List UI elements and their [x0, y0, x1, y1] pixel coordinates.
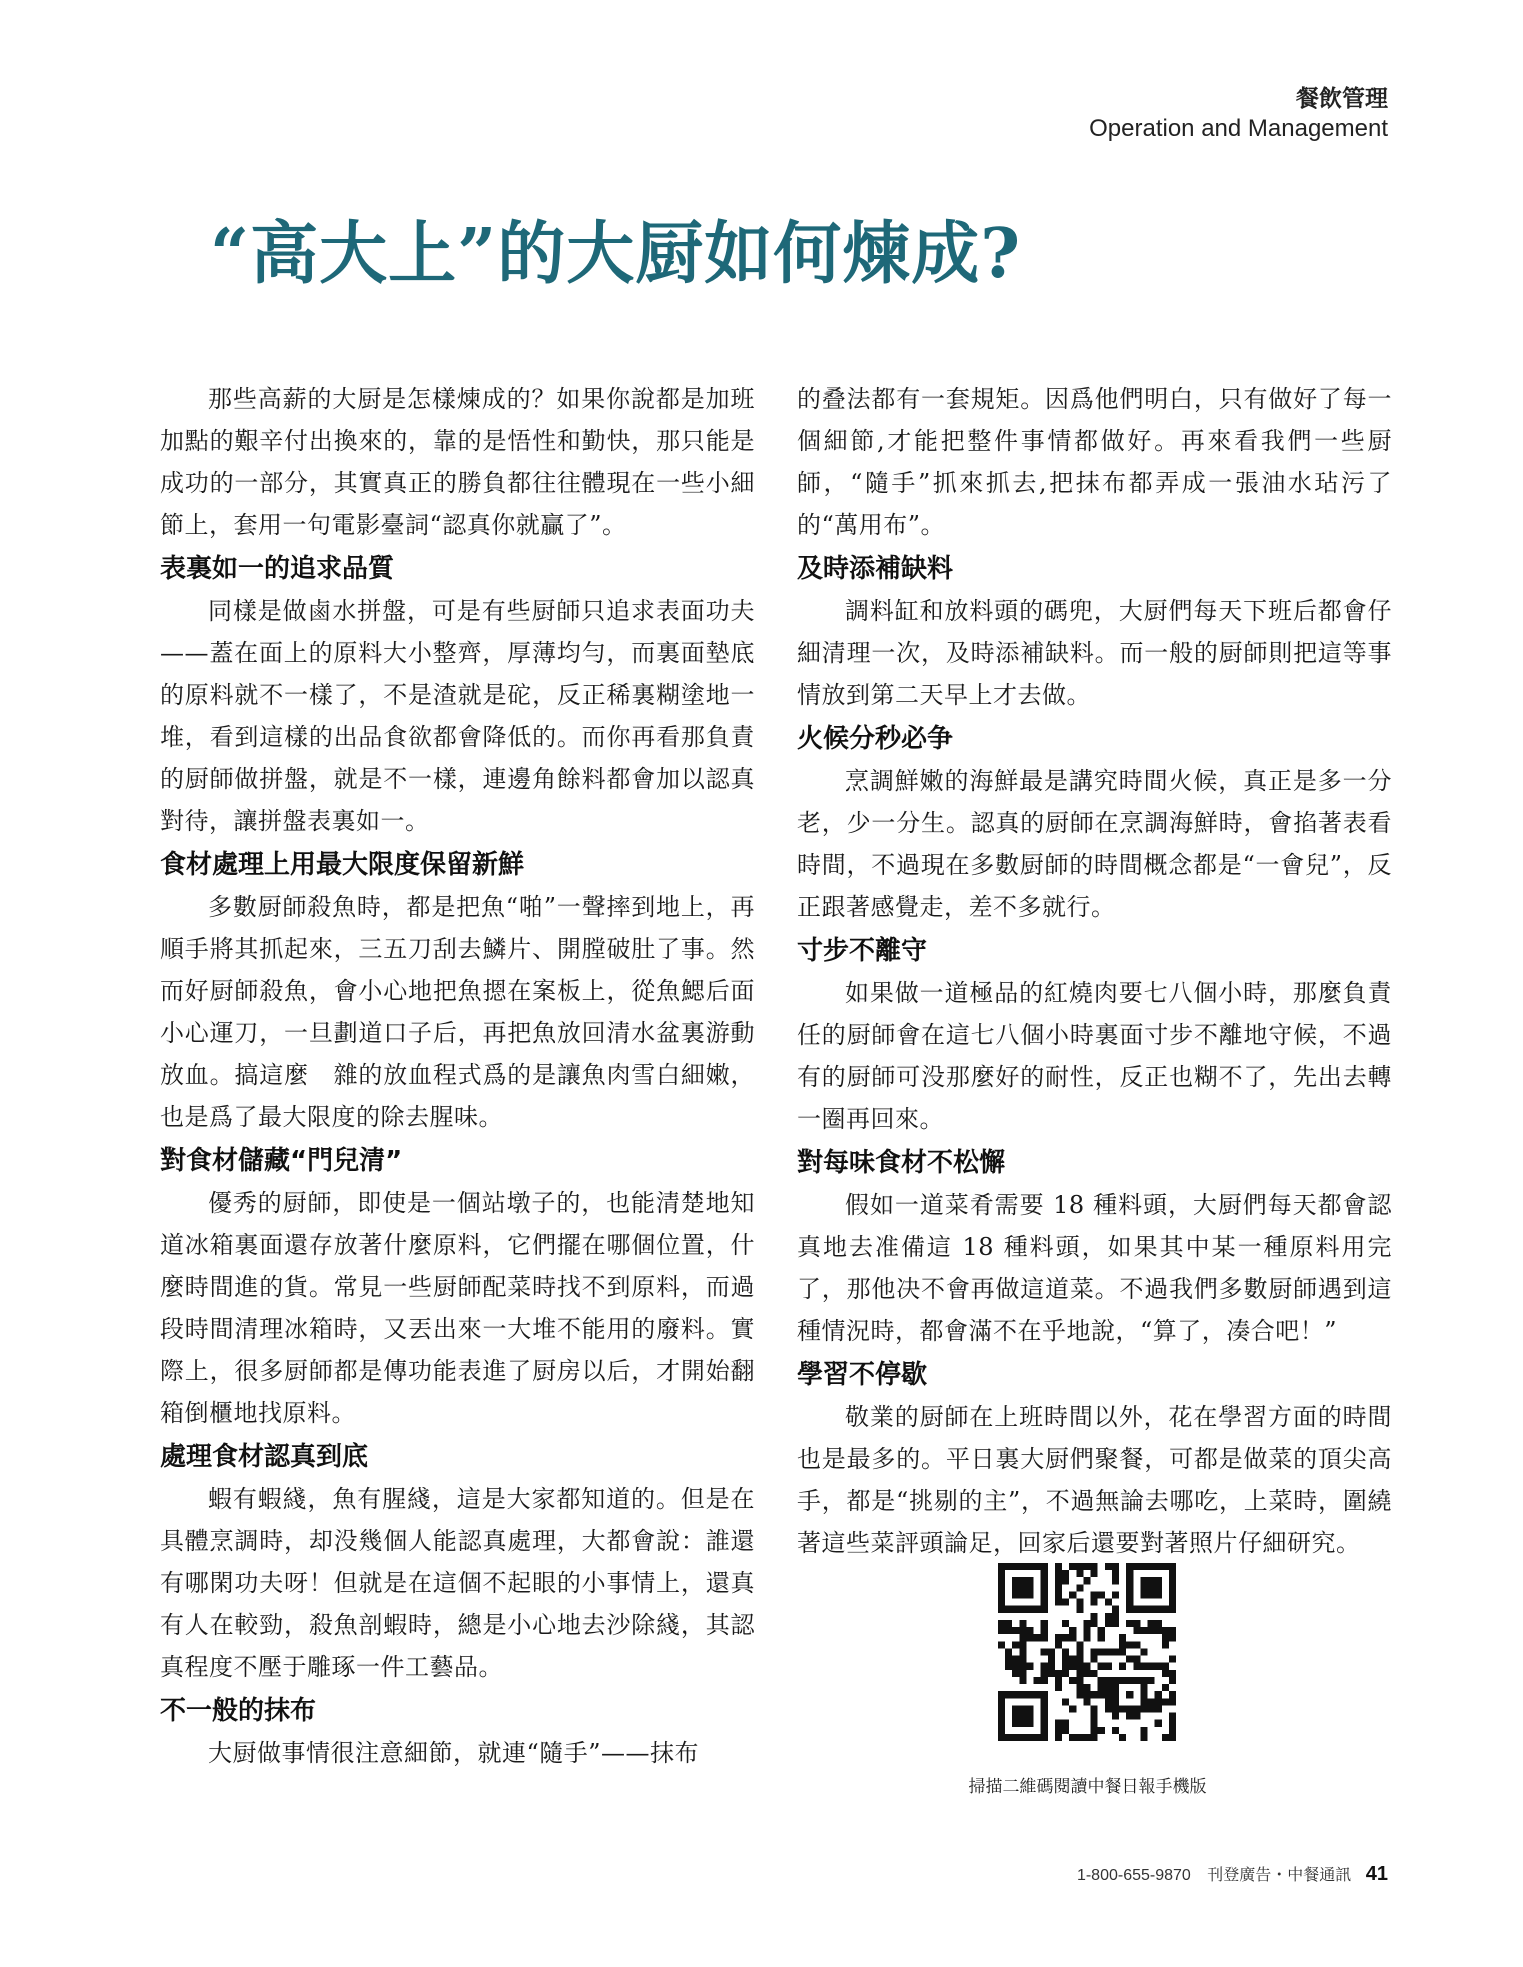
paragraph: 那些高薪的大厨是怎樣煉成的？如果你說都是加班加點的艱辛付出換來的，靠的是悟性和勤快，那只能是成功的一部分，其實真正的勝負都往往體現在一些小細節上，套用一句電影臺詞“認真你就贏了”。	[160, 385, 755, 539]
paragraph: 的叠法都有一套規矩。因爲他們明白，只有做好了每一個細節,才能把整件事情都做好。再來看我們一些厨師，“隨手”抓來抓去,把抹布都弄成一張油水玷污了的“萬用布”。	[797, 385, 1392, 539]
article-title: “高大上”的大厨如何煉成?	[210, 214, 1022, 294]
paragraph: 多數厨師殺魚時，都是把魚“啪”一聲摔到地上，再順手將其抓起來，三五刀刮去鱗片、開膛破肚了事。然而好厨師殺魚，會小心地把魚摁在案板上，從魚鰓后面小心運刀，一旦劃道口子后，再把魚放回清水盆裏游動放血。搞這麼 雜的放血程式爲的是讓魚肉雪白細嫩，也是爲了最大限度的除去腥味。	[160, 893, 755, 1131]
paragraph: 蝦有蝦綫，魚有腥綫，這是大家都知道的。但是在具體烹調時，却没幾個人能認真處理，大都會說：誰還有哪閑功夫呀！但就是在這個不起眼的小事情上，還真有人在較勁，殺魚剖蝦時，總是小心地去沙除綫，其認真程度不壓于雕琢一件工藝品。	[160, 1485, 755, 1681]
subheading: 不一般的抹布	[160, 1696, 317, 1726]
subheading: 對每味食材不松懈	[797, 1148, 1006, 1178]
page-footer	[1077, 1862, 1388, 1886]
subheading: 處理食材認真到底	[160, 1442, 369, 1472]
subheading: 及時添補缺料	[797, 554, 954, 584]
subheading: 火候分秒必争	[797, 724, 954, 754]
footer-publication: 刊登廣告・中餐通訊	[1207, 1865, 1352, 1884]
subheading: 學習不停歇	[797, 1360, 928, 1390]
footer-phone: 1-800-655-9870	[1076, 1867, 1191, 1884]
paragraph: 敬業的厨師在上班時間以外，花在學習方面的時間也是最多的。平日裏大厨們聚餐，可都是做菜的頂尖高手，都是“挑剔的主”，不過無論去哪吃，上菜時，圍繞著這些菜評頭論足，回家后還要對著照片仔細研究。	[797, 1403, 1392, 1557]
section-label-cn: 餐飲管理	[1296, 86, 1388, 112]
subheading: 食材處理上用最大限度保留新鮮	[160, 850, 525, 880]
right-column	[797, 378, 1392, 1564]
paragraph: 優秀的厨師，即使是一個站墩子的，也能清楚地知道冰箱裏面還存放著什麼原料，它們擺在哪個位置，什麼時間進的貨。常見一些厨師配菜時找不到原料，而過段時間清理冰箱時，又丟出來一大堆不能用的廢料。實際上，很多厨師都是傳功能表進了厨房以后，才開始翻箱倒櫃地找原料。	[160, 1189, 755, 1427]
left-column	[160, 378, 755, 1774]
paragraph: 同樣是做鹵水拼盤，可是有些厨師只追求表面功夫——蓋在面上的原料大小整齊，厚薄均勻，而裏面墊底的原料就不一樣了，不是渣就是砣，反正稀裏糊塗地一堆，看到這樣的出品食欲都會降低的。而你再看那負責的厨師做拼盤，就是不一樣，連邊角餘料都會加以認真對待，讓拼盤表裏如一。	[160, 597, 755, 835]
page-number: 41	[1365, 1863, 1388, 1885]
paragraph: 如果做一道極品的紅燒肉要七八個小時，那麼負責任的厨師會在這七八個小時裏面寸步不離地守候，不過有的厨師可没那麼好的耐性，反正也糊不了，先出去轉一圈再回來。	[797, 979, 1392, 1133]
paragraph: 大厨做事情很注意細節，就連“隨手”——抹布	[208, 1739, 700, 1767]
qr-caption: 掃描二維碼閱讀中餐日報手機版	[968, 1777, 1207, 1797]
subheading: 對食材儲藏“門兒清”	[160, 1146, 403, 1176]
paragraph: 假如一道菜肴需要 18 種料頭，大厨們每天都會認真地去准備這 18 種料頭，如果其中某一種原料用完了，那他决不會再做這道菜。不過我們多數厨師遇到這種情況時，都會滿不在乎地說，“算了，凑合吧！”	[797, 1191, 1392, 1345]
paragraph: 烹調鮮嫩的海鮮最是講究時間火候，真正是多一分老，少一分生。認真的厨師在烹調海鮮時，會掐著表看時間，不過現在多數厨師的時間概念都是“一會兒”，反正跟著感覺走，差不多就行。	[797, 767, 1392, 921]
subheading: 表裏如一的追求品質	[160, 554, 395, 584]
paragraph: 調料缸和放料頭的碼兜，大厨們每天下班后都會仔細清理一次，及時添補缺料。而一般的厨師則把這等事情放到第二天早上才去做。	[797, 597, 1392, 709]
section-label-en: Operation and Management	[1089, 115, 1388, 142]
subheading: 寸步不離守	[797, 936, 928, 966]
qr-code-icon[interactable]	[998, 1563, 1176, 1741]
